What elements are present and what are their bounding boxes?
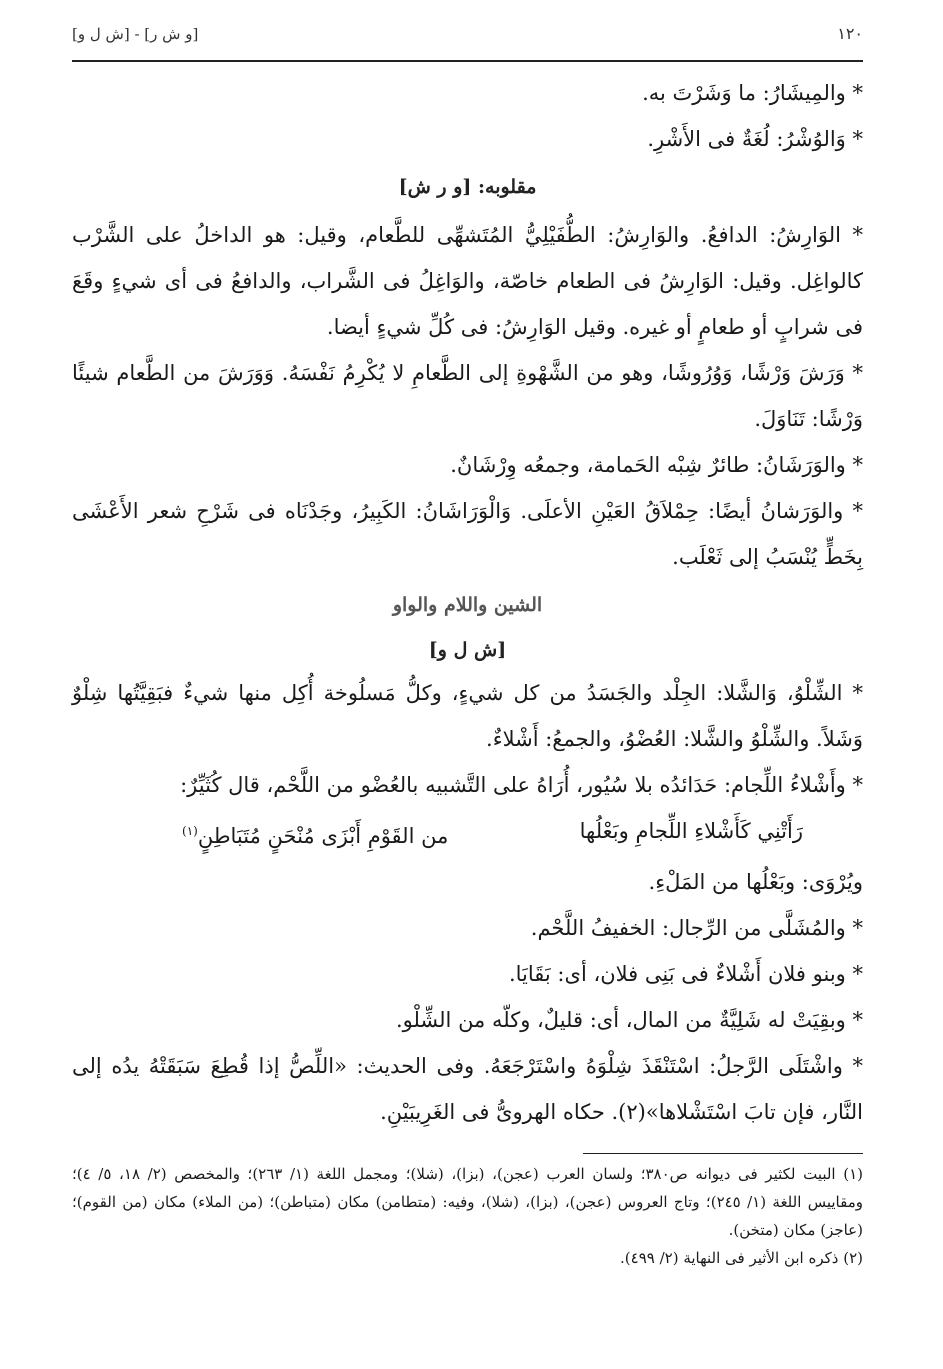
footnote-rule — [583, 1153, 863, 1154]
verse-second-hemistich: من القَوْمِ أَبْزَى مُنْحَنٍ مُتَبَاطِنٍ — [197, 824, 449, 848]
entry-paragraph: * وأَشْلاءُ اللِّجام: حَدَائدُه بلا سُيُور، أُرَاهُ على التَّشبيه بالعُضْو من اللَّحْم، قال كُثَيِّرٌ: — [180, 773, 863, 797]
footnote: (١) البيت لكثير فى ديوانه ص٣٨٠؛ ولسان العرب (عجن)، (بزا)، (شلا)؛ ومجمل اللغة (١/ ٢٦٣)؛ والمخصص (٢/ ١٨، ٥/ ٤)؛ ومقاييس اللغة (١/ ٢٤٥)؛ وتاج العروس (عجن)، (بزا)، (شلا)، وفيه: (متطامن) مكان (متباطن)؛ (من الملاء) مكان (من القوم)؛ (عاجز) مكان (متخن). — [72, 1165, 863, 1239]
entry-paragraph: * والوَرَشَانُ: طائرٌ شِبْه الحَمامة، وجمعُه وِرْشَانٌ. — [450, 453, 863, 477]
verse-second-hemistich-wrap — [182, 808, 448, 859]
entry-paragraph: * وَرَشَ وَرْشًا، وَوُرُوشًا، وهو من الشَّهْوةِ إلى الطَّعامِ لا يُكْرِمُ نَفْسَهُ. وَوَرَشَ من الطَّعام شيئًا وَرْشًا: تَنَاوَلَ. — [72, 361, 863, 431]
entry-paragraph: * واشْتَلَى الرَّجلُ: اسْتَنْقَذَ شِلْوَهُ واسْتَرْجَعَهُ. وفى الحديث: «اللِّصُّ إذا قُطِعَ سَبَقَتْهُ يدُه إلى النَّار، فإن تابَ اسْتَشْلاها»(٢). حكاه الهروىُّ فى الغَرِيبَيْنِ. — [72, 1054, 863, 1124]
verse-first-hemistich: رَأَتْنِي كَأَشْلاءِ اللِّجامِ وبَعْلُها — [579, 819, 803, 843]
entry-paragraph: * وَالوُشْرُ: لُغَةٌ فى الأَشْرِ. — [647, 127, 863, 151]
entry-paragraph: * وبنو فلان أَشْلاءٌ فى بَنِى فلان، أى: بَقَايَا. — [508, 962, 863, 986]
chapter-heading: الشين واللام والواو — [392, 594, 543, 616]
page-number: ١٢٠ — [837, 24, 863, 43]
running-title: [و ش ر] - [ش ل و] — [72, 25, 199, 43]
entry-paragraph: * الوَارِشُ: الدافعُ. والوَارِشُ: الطُّفَيْلِيُّ المُتَشهِّى للطَّعام، وقيل: هو الداخلُ على الشَّرْب كالواغِل. وقيل: الوَارِشُ فى الطعام خاصّة، والوَاغِلُ فى الشَّراب، والدافعُ فى أى شيءٍ وقَعَ فى شرابٍ أو طعامٍ أو غيره. وقيل الوَارِشُ: فى كُلِّ شيءٍ أيضا. — [72, 223, 863, 339]
root-heading: [ش ل و] — [428, 639, 507, 661]
header-rule — [72, 60, 863, 62]
poetry-verse — [72, 808, 863, 859]
entry-paragraph: * والمِيشَارُ: ما وَشَرْتَ به. — [642, 81, 863, 105]
section-heading: مقلوبه: [و ر ش] — [398, 176, 537, 198]
entry-paragraph: * والوَرَشانُ أيضًا: حِمْلاَقُ العَيْنِ الأعلَى. وَالْوَرَاشَانُ: الكَبِيرُ، وجَدْنَاه فى شَرْحِ شعر الأَعْشَى بِخَطٍّ يُنْسَبُ إلى ثَعْلَب. — [72, 499, 863, 569]
entry-paragraph: * والمُشَلَّى من الرِّجال: الخفيفُ اللَّحْم. — [530, 916, 863, 940]
entry-paragraph: * الشِّلْوُ، وَالشَّلا: الجِلْد والجَسَدُ من كل شيءٍ، وكلُّ مَسلُوخة أُكِل منها شيءٌ فبَقِيَّتُها شِلْوٌ وَشَلاً. والشِّلْوُ والشَّلا: العُضْوُ، والجمعُ: أَشْلاءٌ. — [72, 681, 863, 751]
entry-paragraph: * وبقِيَتْ له شَلِيَّةٌ من المال، أى: قليلٌ، وكلّه من الشِّلْو. — [395, 1008, 863, 1032]
running-head — [72, 24, 863, 56]
footnote: (٢) ذكره ابن الأثير فى النهاية (٢/ ٤٩٩). — [620, 1249, 863, 1267]
footnote-marker: (١) — [182, 824, 198, 838]
entry-paragraph: ويُرْوَى: وبَعْلُها من المَلْءِ. — [648, 870, 863, 894]
